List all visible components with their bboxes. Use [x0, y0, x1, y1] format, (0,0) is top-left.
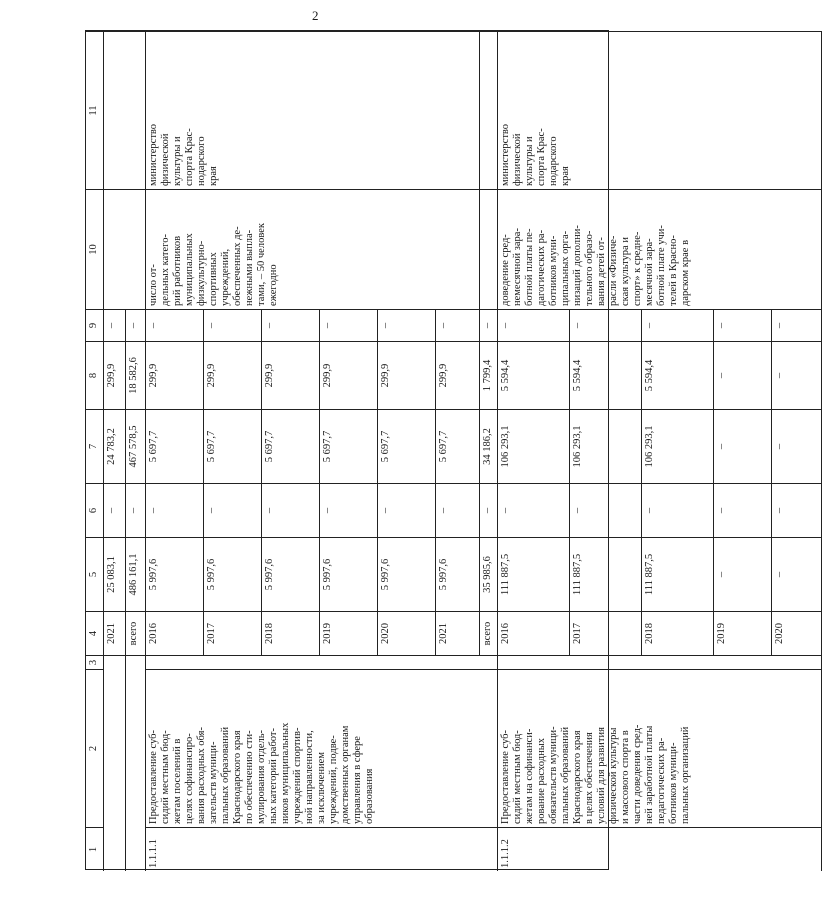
cell-c9: – — [436, 309, 480, 341]
cell-c6: – — [378, 483, 436, 537]
cell-c6: – — [480, 483, 498, 537]
cell-c8: 299,9 — [146, 341, 204, 409]
cell-c4: 2020 — [378, 611, 436, 655]
cell-c6: – — [146, 483, 204, 537]
cell-c5: 111 887,5 — [642, 537, 714, 611]
item-description: Предоставление суб- сидий местным бюд- жетам на софинанси- рование расходных обязательств муници- пальных образований Краснодарского края в целях обеспечения условий для развития физической культуры и массового спорта в части доведения сред- ней заработной платы педагогических ра- ботников муници- пальных организаций — [498, 669, 822, 827]
cell-c9: – — [772, 309, 822, 341]
cell-c4: 2017 — [204, 611, 262, 655]
cell-c7: 106 293,1 — [570, 409, 642, 483]
continuation-result — [104, 189, 146, 309]
header-col-8: 8 — [86, 341, 104, 409]
cell-c5: 25 083,1 — [104, 537, 126, 611]
cell-c6: – — [262, 483, 320, 537]
continuation-blank — [104, 655, 126, 871]
cell-c6: – — [498, 483, 570, 537]
cell-c6: – — [570, 483, 642, 537]
item-result-total — [480, 189, 498, 309]
cell-c4: 2018 — [642, 611, 714, 655]
cell-c9: – — [146, 309, 204, 341]
continuation-executor — [104, 31, 146, 189]
cell-c5: – — [772, 537, 822, 611]
header-col-3: 3 — [86, 655, 104, 669]
cell-c7: 106 293,1 — [642, 409, 714, 483]
cell-c7: – — [772, 409, 822, 483]
cell-c6: – — [204, 483, 262, 537]
header-col-10: 10 — [86, 189, 104, 309]
cell-c8: 5 594,4 — [498, 341, 570, 409]
cell-c6: – — [104, 483, 126, 537]
cell-c5: 5 997,6 — [262, 537, 320, 611]
cell-c8: 5 594,4 — [570, 341, 642, 409]
cell-c9: – — [204, 309, 262, 341]
header-col-9: 9 — [86, 309, 104, 341]
cell-c7: 467 578,5 — [126, 409, 146, 483]
cell-c4: 2021 — [104, 611, 126, 655]
cell-c9: – — [642, 309, 714, 341]
cell-c4: 2017 — [570, 611, 642, 655]
cell-c8: 1 799,4 — [480, 341, 498, 409]
budget-table — [86, 31, 785, 871]
cell-c7: 5 697,7 — [204, 409, 262, 483]
cell-c9: – — [262, 309, 320, 341]
item-executor-total — [480, 31, 498, 189]
cell-c6: – — [436, 483, 480, 537]
cell-c5: 111 887,5 — [570, 537, 642, 611]
cell-c9: – — [378, 309, 436, 341]
item-executor: министерство физической культуры и спорта Крас- нодарского края — [146, 31, 480, 189]
header-col-5: 5 — [86, 537, 104, 611]
cell-c9: – — [498, 309, 570, 341]
cell-c9: – — [714, 309, 772, 341]
cell-c9: – — [480, 309, 498, 341]
cell-c5: 5 997,6 — [320, 537, 378, 611]
header-col-4: 4 — [86, 611, 104, 655]
item-result: число от- дельных катего- рий работников муниципальных физкультурно- спортивных учреждений, обеспеченных де- нежными выпла- тами, – 50 человек ежегодно — [146, 189, 480, 309]
item-number: 1.1.1.2 — [498, 827, 822, 871]
cell-c5: 5 997,6 — [204, 537, 262, 611]
cell-c4: 2021 — [436, 611, 480, 655]
cell-c4: 2019 — [320, 611, 378, 655]
item-number: 1.1.1.1 — [146, 827, 498, 871]
cell-c7: 5 697,7 — [320, 409, 378, 483]
cell-c8: 299,9 — [262, 341, 320, 409]
cell-c7: 106 293,1 — [498, 409, 570, 483]
cell-c4: 2020 — [772, 611, 822, 655]
cell-c5: 5 997,6 — [378, 537, 436, 611]
cell-c9: – — [320, 309, 378, 341]
cell-c8: 299,9 — [204, 341, 262, 409]
cell-c5: 5 997,6 — [436, 537, 480, 611]
cell-c8: 5 594,4 — [642, 341, 714, 409]
cell-c4: всего — [480, 611, 498, 655]
cell-c7: 24 783,2 — [104, 409, 126, 483]
cell-c4: 2016 — [498, 611, 570, 655]
header-col-11: 11 — [86, 31, 104, 189]
header-col-2: 2 — [86, 669, 104, 827]
cell-c9: – — [104, 309, 126, 341]
cell-c5: 111 887,5 — [498, 537, 570, 611]
cell-c8: 299,9 — [104, 341, 126, 409]
cell-c7: 5 697,7 — [378, 409, 436, 483]
cell-c8: – — [714, 341, 772, 409]
cell-c9: – — [126, 309, 146, 341]
cell-c5: 5 997,6 — [146, 537, 204, 611]
item-description: Предоставление суб- сидий местным бюд- жетам поселений в целях софинансиро- вания расходных обя- зательств муници- пальных образований Краснодарского края по обеспечению сти- мулирования отдель- ных категорий работ- ников муниципальных учреждений спортив- ной направленности, за исключением учреждений, подве- домственных органам управления в сфере образования — [146, 669, 498, 827]
cell-c4: 2019 — [714, 611, 772, 655]
cell-c6: – — [714, 483, 772, 537]
cell-c7: 5 697,7 — [262, 409, 320, 483]
continuation-blank — [126, 655, 146, 871]
cell-c4: 2016 — [146, 611, 204, 655]
cell-c8: 299,9 — [436, 341, 480, 409]
cell-c6: – — [126, 483, 146, 537]
page-number: 2 — [312, 8, 319, 23]
cell-c8: – — [772, 341, 822, 409]
cell-c4: всего — [126, 611, 146, 655]
cell-c7: 5 697,7 — [146, 409, 204, 483]
cell-c6: – — [772, 483, 822, 537]
cell-c6: – — [320, 483, 378, 537]
cell-c8: 18 582,6 — [126, 341, 146, 409]
item-col3 — [146, 655, 498, 669]
cell-c7: 5 697,7 — [436, 409, 480, 483]
rotated-table-frame — [85, 30, 785, 870]
header-col-7: 7 — [86, 409, 104, 483]
header-col-1: 1 — [86, 827, 104, 871]
cell-c8: 299,9 — [320, 341, 378, 409]
cell-c9: – — [570, 309, 642, 341]
cell-c4: 2018 — [262, 611, 320, 655]
item-executor: министерство физической культуры и спорта Крас- нодарского края — [498, 31, 822, 189]
header-col-6: 6 — [86, 483, 104, 537]
cell-c5: 35 985,6 — [480, 537, 498, 611]
cell-c8: 299,9 — [378, 341, 436, 409]
item-result: доведение сред- немесячной зара- ботной платы пе- дагогических ра- ботников муни- ципальных орга- низаций дополни- тельного образо- вания детей от- расли «Физиче- ская культура и спорт» к средне- месячной зара- ботной плате учи- телей в Красно- дарском крае в — [498, 189, 822, 309]
cell-c5: 486 161,1 — [126, 537, 146, 611]
cell-c6: – — [642, 483, 714, 537]
item-col3 — [498, 655, 822, 669]
cell-c7: – — [714, 409, 772, 483]
cell-c5: – — [714, 537, 772, 611]
cell-c7: 34 186,2 — [480, 409, 498, 483]
